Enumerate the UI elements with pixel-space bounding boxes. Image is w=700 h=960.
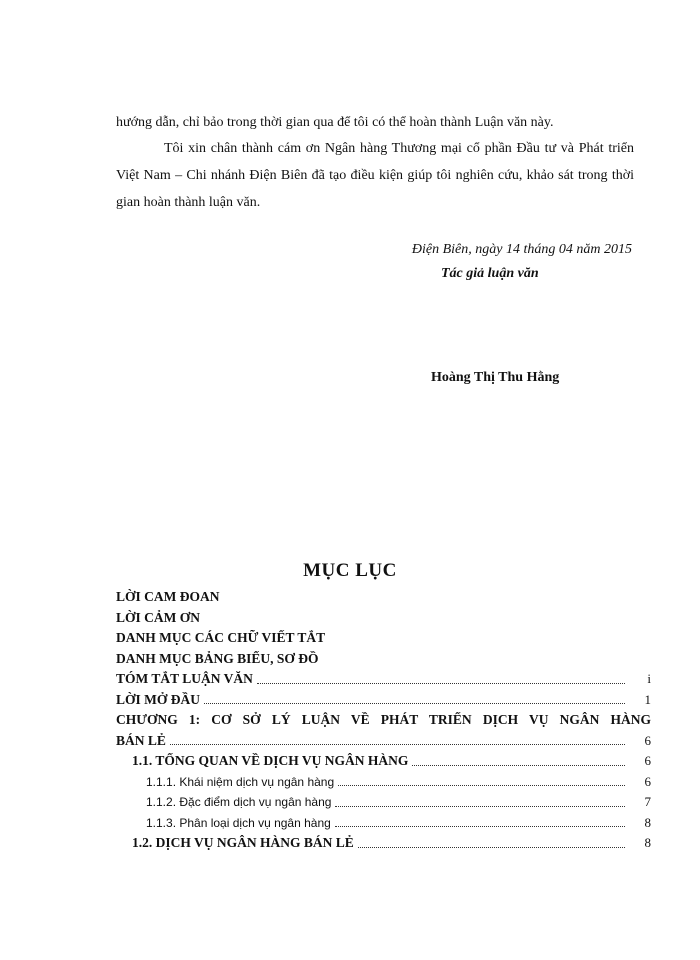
toc-leader xyxy=(358,846,625,848)
toc-entry-label: DANH MỤC CÁC CHỮ VIẾT TẮT xyxy=(116,630,326,645)
toc-entry-label: 1.1.3. Phân loại dịch vụ ngân hàng xyxy=(146,815,331,830)
toc-leader xyxy=(257,682,625,684)
toc-entry-tables-figures[interactable] xyxy=(116,651,651,672)
toc-entry-chapter-1[interactable] xyxy=(116,712,651,733)
toc-leader xyxy=(335,825,625,827)
toc-leader xyxy=(338,784,625,786)
toc-entry-section-1-1-1[interactable] xyxy=(116,774,651,795)
toc-entry-loi-cam-on[interactable] xyxy=(116,610,651,631)
toc-entry-label: CHƯƠNG 1: CƠ SỞ LÝ LUẬN VỀ PHÁT TRIỂN DỊCH VỤ NGÂN HÀNG xyxy=(116,712,651,727)
toc-entry-label: 1.1.2. Đặc điểm dịch vụ ngân hàng xyxy=(146,795,332,809)
toc-entry-page: 6 xyxy=(644,732,651,748)
toc-entry-page: 6 xyxy=(644,773,651,789)
toc-entry-introduction[interactable] xyxy=(116,692,651,713)
toc-entry-label: TÓM TẮT LUẬN VĂN xyxy=(116,671,253,686)
author-name: Hoàng Thị Thu Hằng xyxy=(431,370,560,385)
toc-entry-page: i xyxy=(647,671,651,686)
toc-leader xyxy=(204,702,625,704)
toc-entry-label: LỜI CẢM ƠN xyxy=(116,609,200,625)
toc-entry-page: 8 xyxy=(644,814,651,830)
toc-entry-label: 1.1. TỔNG QUAN VỀ DỊCH VỤ NGÂN HÀNG xyxy=(132,753,409,768)
toc-entry-label: 1.1.1. Khái niệm dịch vụ ngân hàng xyxy=(146,774,335,789)
signature-date: Điện Biên, ngày 14 tháng 04 năm 2015 xyxy=(411,242,632,257)
acknowledgement-line: hướng dẫn, chỉ bảo trong thời gian qua để tôi có thể hoàn thành Luận văn này. xyxy=(116,115,554,130)
toc-entry-page: 8 xyxy=(644,835,651,850)
toc-leader xyxy=(170,743,625,745)
toc-entry-section-1-2[interactable] xyxy=(116,835,651,856)
toc-entry-label: 1.2. DỊCH VỤ NGÂN HÀNG BÁN LẺ xyxy=(132,835,354,850)
toc-entry-label: LỜI MỞ ĐẦU xyxy=(116,691,200,707)
toc-entry-page: 6 xyxy=(644,753,651,768)
acknowledgement-paragraph: Tôi xin chân thành cám ơn Ngân hàng Thương mại cổ phần Đầu tư và Phát triển Việt Nam – Chi nhánh Điện Biên đã tạo điều kiện giúp tôi nghiên cứu, khảo sát trong thời gian hoàn thành luận văn. xyxy=(116,141,634,210)
table-of-contents xyxy=(116,589,651,856)
author-role: Tác giả luận văn xyxy=(441,266,539,281)
toc-entry-section-1-1-3[interactable] xyxy=(116,815,651,836)
toc-leader xyxy=(412,764,625,766)
toc-entry-section-1-1[interactable] xyxy=(116,753,651,774)
toc-entry-label: DANH MỤC BẢNG BIỂU, SƠ ĐỒ xyxy=(116,650,319,666)
toc-entry-label: BÁN LẺ xyxy=(116,732,166,748)
toc-entry-page: 7 xyxy=(644,794,651,809)
toc-entry-chapter-1-cont[interactable] xyxy=(116,733,651,754)
toc-entry-loi-cam-doan[interactable] xyxy=(116,589,651,610)
toc-entry-section-1-1-2[interactable] xyxy=(116,794,651,815)
toc-leader xyxy=(335,805,625,807)
toc-entry-page: 1 xyxy=(644,691,651,707)
toc-title: MỤC LỤC xyxy=(303,560,397,581)
toc-entry-abbreviations[interactable] xyxy=(116,630,651,651)
toc-entry-summary[interactable] xyxy=(116,671,651,692)
toc-entry-label: LỜI CAM ĐOAN xyxy=(116,589,220,604)
